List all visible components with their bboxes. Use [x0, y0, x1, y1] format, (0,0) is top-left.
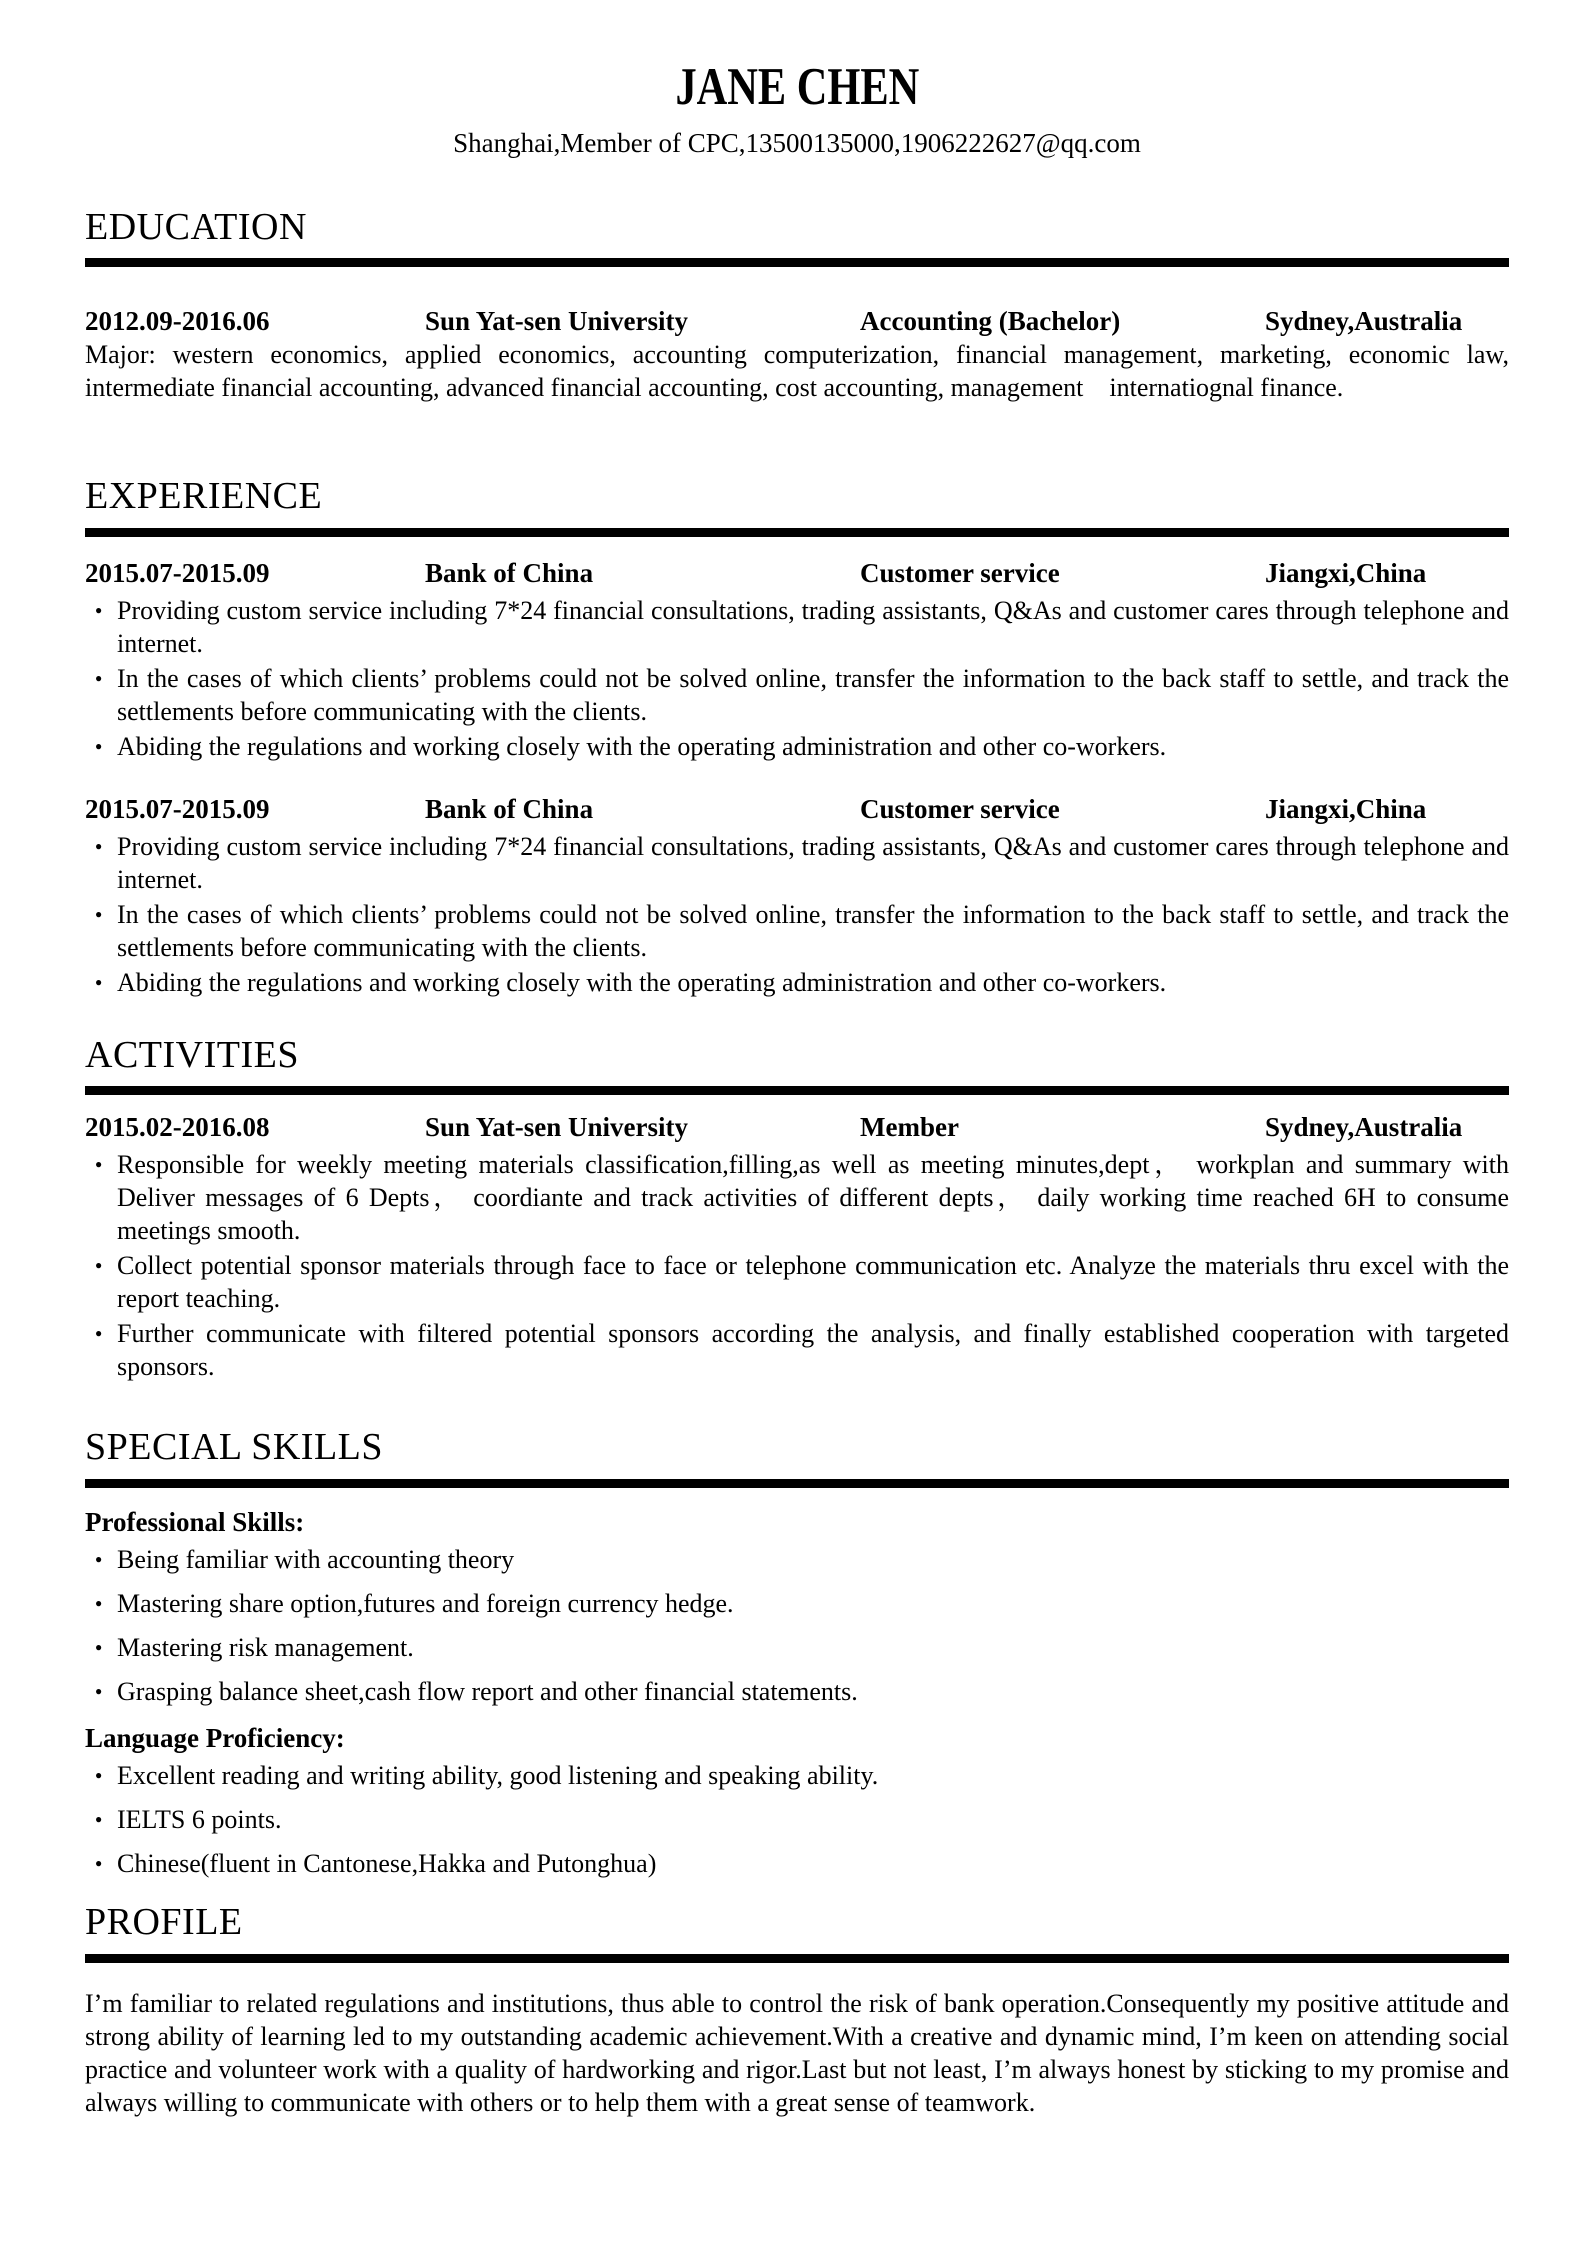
experience-bullet: ● Providing custom service including 7*24 financial consultations, trading assistants, Q&As and customer cares through telephone and internet. [85, 594, 1509, 660]
section-divider [85, 1086, 1509, 1095]
education-major-text: Major: western economics, applied economics, accounting computerization, financial management, marketing, economic law, intermediate financial accounting, advanced financial accounting, cost accounting, management internatiognal finance. [85, 340, 1509, 403]
experience-bullet: ● In the cases of which clients’ problems could not be solved online, transfer the information to the back staff to settle, and track the settlements before communicating with the clients. [85, 662, 1509, 728]
experience-entry-row [85, 793, 1509, 826]
section-profile [85, 1900, 1509, 2119]
activities-role: Member [860, 1112, 959, 1143]
experience-role: Customer service [860, 793, 1060, 824]
activities-date: 2015.02-2016.08 [85, 1112, 270, 1143]
section-divider [85, 528, 1509, 537]
professional-skill-bullet: ● Mastering share option,futures and foreign currency hedge. [85, 1587, 1509, 1620]
section-divider [85, 258, 1509, 267]
education-entry-row [85, 305, 1509, 338]
section-divider [85, 1954, 1509, 1963]
professional-skills-heading: Professional Skills: [85, 1506, 305, 1537]
professional-skill-bullet: ● Grasping balance sheet,cash flow report and other financial statements. [85, 1675, 1509, 1708]
activities-org: Sun Yat-sen University [425, 1112, 689, 1143]
activities-entry-row [85, 1111, 1509, 1144]
person-name [85, 56, 1509, 120]
experience-bullet-list [85, 830, 1509, 999]
experience-bullet: ● Providing custom service including 7*24 financial consultations, trading assistants, Q&As and customer cares through telephone and internet. [85, 830, 1509, 896]
education-school: Sun Yat-sen University [425, 306, 689, 337]
profile-text: I’m familiar to related regulations and institutions, thus able to control the risk of bank operation.Consequently my positive attitude and strong ability of learning led to my outstanding academic achievement.With a creative and dynamic mind, I’m keen on attending social practice and volunteer work with a quality of hardworking and rigor.Last but not least, I’m always honest by sticking to my promise and always willing to communicate with others or to help them with a great sense of teamwork. [85, 1988, 1509, 2117]
language-proficiency-list [85, 1759, 1509, 1880]
experience-role: Customer service [860, 557, 1060, 588]
person-name-text: JANE CHEN [675, 58, 919, 116]
professional-skill-bullet: ● Mastering risk management. [85, 1631, 1509, 1664]
section-education [85, 205, 1509, 405]
experience-bullet: ● In the cases of which clients’ problems could not be solved online, transfer the information to the back staff to settle, and track the settlements before communicating with the clients. [85, 898, 1509, 964]
section-title-experience: EXPERIENCE [85, 475, 323, 518]
experience-date: 2015.07-2015.09 [85, 557, 270, 588]
experience-company: Bank of China [425, 557, 594, 588]
experience-bullet-list [85, 594, 1509, 763]
section-title-special-skills: SPECIAL SKILLS [85, 1426, 384, 1469]
activities-bullet: ● Collect potential sponsor materials through face to face or telephone communication etc. Analyze the materials thru excel with the report teaching. [85, 1249, 1509, 1315]
experience-location: Jiangxi,China [1265, 557, 1427, 588]
section-activities [85, 1033, 1509, 1384]
experience-bullet: ● Abiding the regulations and working closely with the operating administration and other co-workers. [85, 730, 1509, 763]
education-degree: Accounting (Bachelor) [860, 306, 1121, 337]
experience-entry-row [85, 557, 1509, 590]
section-title-activities: ACTIVITIES [85, 1033, 299, 1076]
resume-header [85, 56, 1509, 161]
section-experience [85, 474, 1509, 999]
activities-bullet: ● Further communicate with filtered potential sponsors according the analysis, and finally established cooperation with targeted sponsors. [85, 1317, 1509, 1383]
section-divider [85, 1479, 1509, 1488]
activities-location: Sydney,Australia [1265, 1112, 1463, 1143]
activities-bullet: ● Responsible for weekly meeting materials classification,filling,as well as meeting minutes,dept， workplan and summary with Deliver messages of 6 Depts， coordiante and track activities of different depts， daily working time reached 6H to consume meetings smooth. [85, 1148, 1509, 1247]
experience-entry [85, 793, 1509, 999]
contact-line: Shanghai,Member of CPC,13500135000,1906222627@qq.com [453, 127, 1141, 158]
professional-skills-list [85, 1543, 1509, 1708]
section-title-education: EDUCATION [85, 205, 307, 248]
experience-entry [85, 557, 1509, 763]
language-skill-bullet: ● Excellent reading and writing ability, good listening and speaking ability. [85, 1759, 1509, 1792]
activities-bullet-list [85, 1148, 1509, 1383]
language-skill-bullet: ● IELTS 6 points. [85, 1803, 1509, 1836]
education-location: Sydney,Australia [1265, 306, 1463, 337]
experience-bullet: ● Abiding the regulations and working closely with the operating administration and other co-workers. [85, 966, 1509, 999]
language-proficiency-heading: Language Proficiency: [85, 1722, 345, 1753]
experience-date: 2015.07-2015.09 [85, 793, 270, 824]
section-special-skills [85, 1425, 1509, 1880]
education-date: 2012.09-2016.06 [85, 306, 270, 337]
language-skill-bullet: ● Chinese(fluent in Cantonese,Hakka and Putonghua) [85, 1847, 1509, 1880]
experience-company: Bank of China [425, 793, 594, 824]
professional-skill-bullet: ● Being familiar with accounting theory [85, 1543, 1509, 1576]
section-title-profile: PROFILE [85, 1900, 243, 1943]
experience-location: Jiangxi,China [1265, 793, 1427, 824]
